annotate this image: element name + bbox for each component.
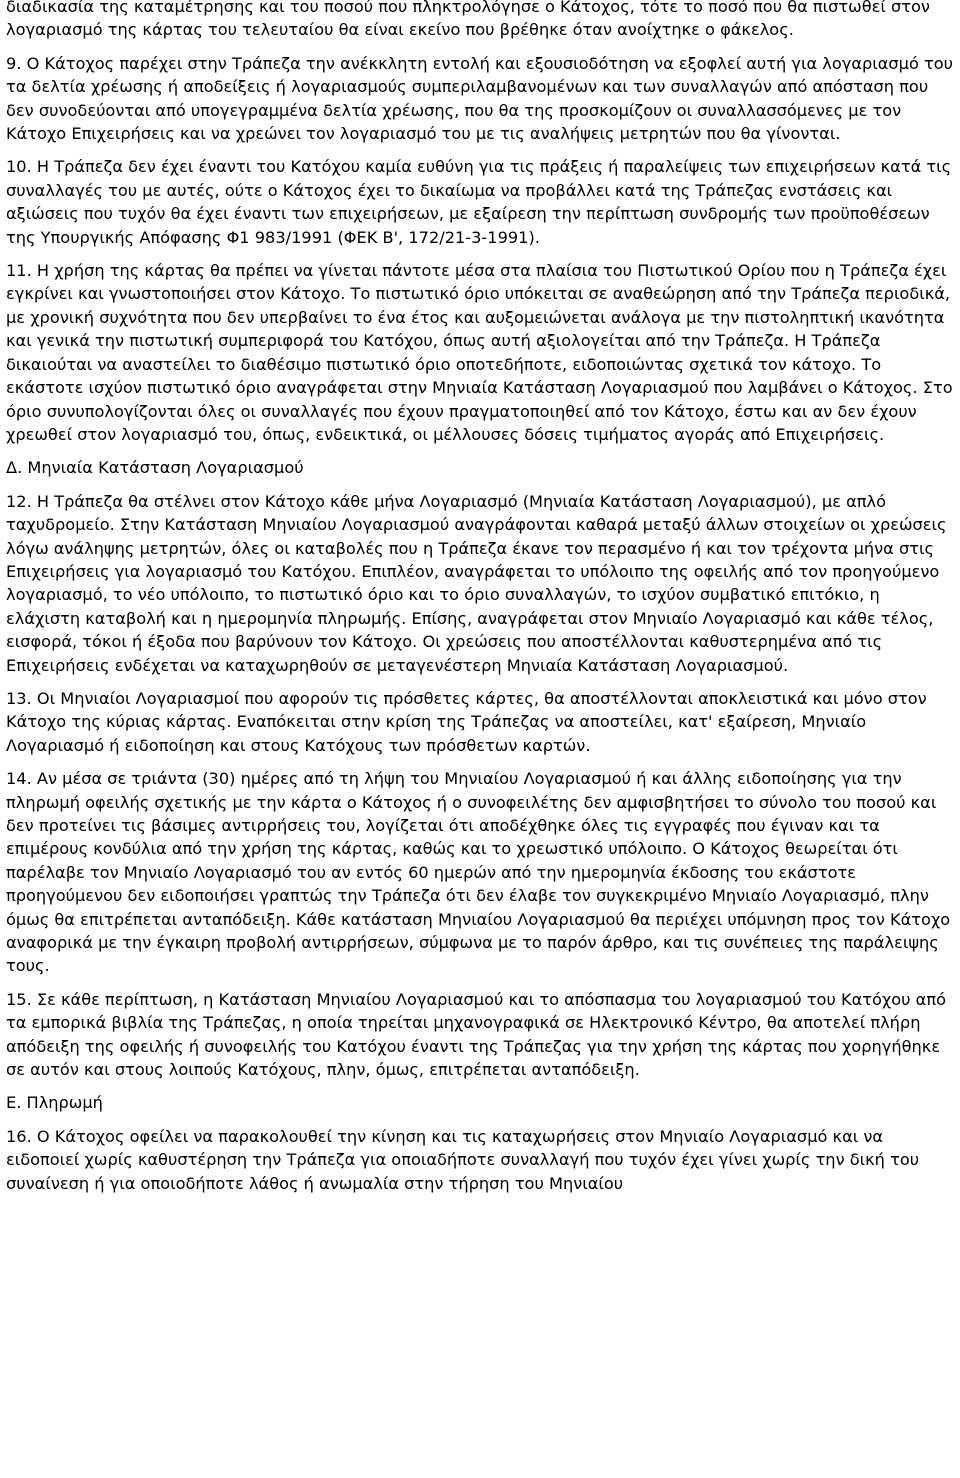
paragraph-11: 11. Η χρήση της κάρτας θα πρέπει να γίνεται πάντοτε μέσα στα πλαίσια του Πιστωτικού Ορίου που η Τράπεζα έχει εγκρίνει και γνωστοποιήσει στον Κάτοχο. Το πιστωτικό όριο υπόκειται σε αναθεώρηση από την Τράπεζα περιοδικά, με χρονική συχνότητα που δεν υπερβαίνει το ένα έτος και αυξομειώνεται ανάλογα με την πιστοληπτική ικανότητα και γενικά την πιστωτική συμπεριφορά του Κατόχου, όπως αυτή αξιολογείται από την Τράπεζα. Η Τράπεζα δικαιούται να αναστείλει το διαθέσιμο πιστωτικό όριο οποτεδήποτε, ειδοποιώντας σχετικά τον κάτοχο. Το εκάστοτε ισχύον πιστωτικό όριο αναγράφεται στην Μηνιαία Κατάσταση Λογαριασμού που λαμβάνει ο Κάτοχος. Στο όριο συνυπολογίζονται όλες οι συναλλαγές που έχουν πραγματοποιηθεί από τον Κάτοχο, έστω και αν δεν έχουν χρεωθεί στον λογαριασμό του, όπως, ενδεικτικά, οι μέλλουσες δόσεις τιμήματος αγοράς από Επιχειρήσεις. <box>6 261 953 444</box>
paragraph-10: 10. Η Τράπεζα δεν έχει έναντι του Κατόχου καμία ευθύνη για τις πράξεις ή παραλείψεις των επιχειρήσεων κατά τις συναλλαγές του με αυτές, ούτε ο Κάτοχος έχει το δικαίωμα να προβάλλει κατά της Τράπεζας ενστάσεις και αξιώσεις που τυχόν θα έχει έναντι των επιχειρήσεων, με εξαίρεση την περίπτωση συνδρομής των προϋποθέσεων της Υπουργικής Απόφασης Φ1 983/1991 (ΦΕΚ Β', 172/21-3-1991). <box>6 157 952 247</box>
section-heading-payment: Ε. Πληρωμή <box>6 1093 103 1113</box>
section-heading-monthly-statement: Δ. Μηνιαία Κατάσταση Λογαριασμού <box>6 458 304 478</box>
paragraph-15: 15. Σε κάθε περίπτωση, η Κατάσταση Μηνιαίου Λογαριασμού και το απόσπασμα του λογαριασμού του Κατόχου από τα εμπορικά βιβλία της Τράπεζας, η οποία τηρείται μηχανογραφικά σε Ηλεκτρονικό Κέντρο, θα αποτελεί πλήρη απόδειξη της οφειλής ή συνοφειλής του Κατόχου έναντι της Τράπεζας για την χρήση της κάρτας που χορηγήθηκε σε αυτόν και στους λοιπούς Κατόχους, πλην, όμως, επιτρέπεται ανταπόδειξη. <box>6 989 946 1080</box>
paragraph-16: 16. Ο Κάτοχος οφείλει να παρακολουθεί την κίνηση και τις καταχωρήσεις στον Μηνιαίο Λογαριασμό και να ειδοποιεί χωρίς καθυστέρηση την Τράπεζα για οποιαδήποτε συναλλαγή που τυχόν έχει γίνει χωρίς την δική του συναίνεση ή για οποιοδήποτε λάθος ή ανωμαλία στην τήρηση του Μηνιαίου <box>6 1126 920 1193</box>
paragraph-13: 13. Οι Μηνιαίοι Λογαριασμοί που αφορούν τις πρόσθετες κάρτες, θα αποστέλλονται αποκλειστικά και μόνο στον Κάτοχο της κύριας κάρτας. Εναπόκειται στην κρίση της Τράπεζας να αποστείλει, κατ' εξαίρεση, Μηνιαίο Λογαριασμό ή ειδοποίηση και στους Κατόχους των πρόσθετων καρτών. <box>6 688 927 755</box>
paragraph-continuation: διαδικασία της καταμέτρησης και του ποσού που πληκτρολόγησε ο Κάτοχος, τότε το ποσό που θα πιστωθεί στον λογαριασμό της κάρτας του τελευταίου θα είναι εκείνο που βρέθηκε όταν ανοίχτηκε ο φάκελος. <box>6 0 930 40</box>
paragraph-12: 12. Η Τράπεζα θα στέλνει στον Κάτοχο κάθε μήνα Λογαριασμό (Μηνιαία Κατάσταση Λογαριασμού), με απλό ταχυδρομείο. Στην Κατάσταση Μηνιαίου Λογαριασμού αναγράφονται καθαρά μεταξύ άλλων στοιχείων οι χρεώσεις λόγω ανάληψης μετρητών, όλες οι καταβολές που η Τράπεζα έκανε τον περασμένο ή και τον τρέχοντα μήνα στις Επιχειρήσεις για λογαριασμό του Κατόχου. Επιπλέον, αναγράφεται το υπόλοιπο της οφειλής από τον προηγούμενο λογαριασμό, το νέο υπόλοιπο, το πιστωτικό όριο και το όριο συναλλαγών, το ισχύον συμβατικό επιτόκιο, η ελάχιστη καταβολή και η ημερομηνία πληρωμής. Επίσης, αναγράφεται στον Μηνιαίο Λογαριασμό και κάθε τέλος, εισφορά, τόκοι ή έξοδα που βαρύνουν τον Κάτοχο. Οι χρεώσεις που αποστέλλονται καθυστερημένα από τις Επιχειρήσεις ενδέχεται να καταχωρηθούν σε μεταγενέστερη Μηνιαία Κατάσταση Λογαριασμού. <box>6 491 947 675</box>
paragraph-9: 9. Ο Κάτοχος παρέχει στην Τράπεζα την ανέκκλητη εντολή και εξουσιοδότηση να εξοφλεί αυτή για λογαριασμό του τα δελτία χρέωσης ή αποδείξεις ή λογαριασμούς συμπεριλαμβανομένων και των συναλλαγών από απόσταση που δεν συνοδεύονται από υπογεγραμμένα δελτία χρέωσης, που θα της προσκομίζουν οι συναλλασσόμενες με τον Κάτοχο Επιχειρήσεις και να χρεώνει τον λογαριασμό του με τις αναλήψεις μετρητών που θα γίνονται. <box>6 53 954 144</box>
paragraph-14: 14. Αν μέσα σε τριάντα (30) ημέρες από τη λήψη του Μηνιαίου Λογαριασμού ή και άλλης ειδοποίησης για την πληρωμή οφειλής σχετικής με την κάρτα ο Κάτοχος ή ο συνοφειλέτης δεν αμφισβητήσει το σύνολο του ποσού και δεν προτείνει τις βάσιμες αντιρρήσεις του, λογίζεται ότι αποδέχθηκε όλες τις εγγραφές που έγιναν και τα επιμέρους κονδύλια από την χρήση της κάρτας, καθώς και το χρεωστικό υπόλοιπο. Ο Κάτοχος θεωρείται ότι παρέλαβε τον Μηνιαίο Λογαριασμό του αν εντός 60 ημερών από την ημερομηνία έκδοσης του εκάστοτε προηγούμενου δεν ειδοποιήσει γραπτώς την Τράπεζα ότι δεν έλαβε τον συγκεκριμένο Μηνιαίο Λογαριασμό, πλην όμως θα επιτρέπεται ανταπόδειξη. Κάθε κατάσταση Μηνιαίου Λογαριασμού θα περιέχει υπόμνηση προς τον Κάτοχο αναφορικά με την έγκαιρη προβολή αντιρρήσεων, σύμφωνα με το παρόν άρθρο, και τις συνέπειες της παράλειψης τους. <box>6 769 951 976</box>
